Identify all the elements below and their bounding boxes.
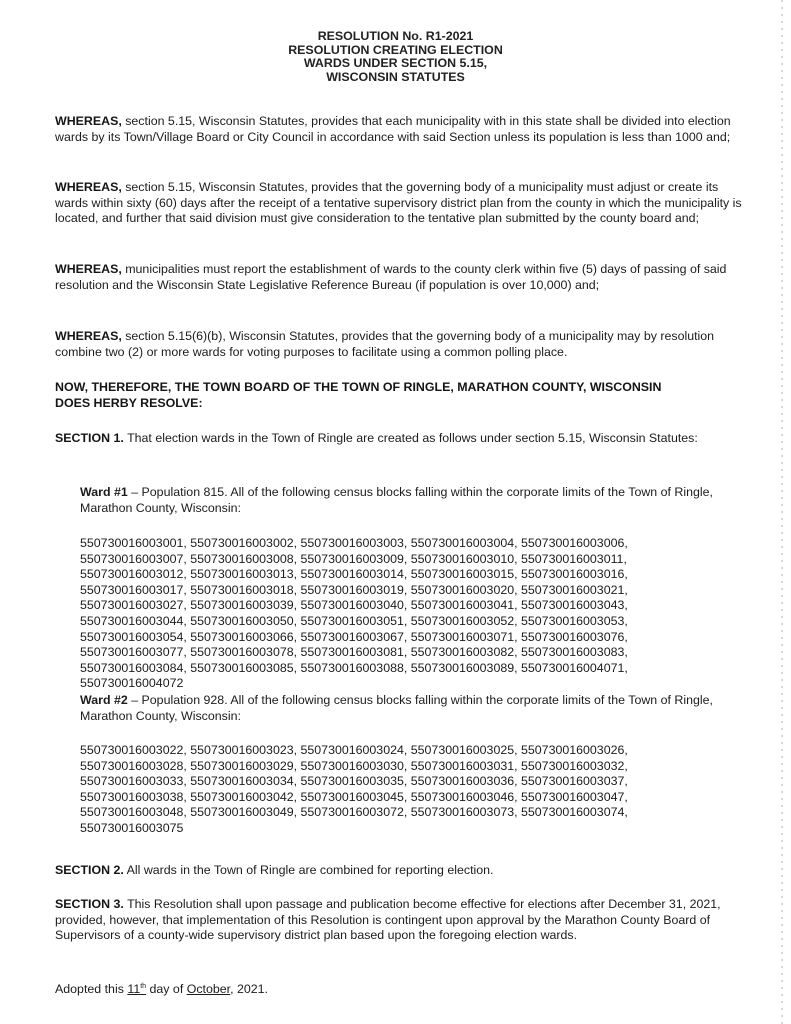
block-line: 550730016003017, 550730016003018, 550730016003019, 550730016003020, 550730016003021, <box>80 582 628 597</box>
ward-2-lead: Ward #2 <box>80 693 128 707</box>
ward-2-text: – Population 928. All of the following census blocks falling within the corporate limits of the Town of Ringle, Marathon County, Wisconsin: <box>80 693 713 723</box>
block-line: 550730016003022, 550730016003023, 550730016003024, 550730016003025, 550730016003026, <box>80 743 628 757</box>
whereas-clause-3 <box>55 262 745 293</box>
block-line: 550730016004072 <box>80 676 184 691</box>
ward-1-census-blocks <box>80 536 720 692</box>
block-line: 550730016003028, 550730016003029, 550730016003030, 550730016003031, 550730016003032, <box>80 758 628 773</box>
whereas-text: section 5.15, Wisconsin Statutes, provides that the governing body of a municipality must adjust or create its wards within sixty (60) days after the receipt of a tentative supervisory district plan from the county in which the municipality is located, and further that said division must give consideration to the tentative plan submitted by the county board and; <box>55 180 742 226</box>
block-line: 550730016003012, 550730016003013, 550730016003014, 550730016003015, 550730016003016, <box>80 567 628 582</box>
title-line-3: WARDS UNDER SECTION 5.15, <box>303 56 488 70</box>
now-therefore-clause <box>55 380 695 411</box>
adopted-day <box>127 982 146 996</box>
block-line: 550730016003038, 550730016003042, 550730016003045, 550730016003046, 550730016003047, <box>80 789 628 804</box>
section-3-lead: SECTION 3. <box>55 897 124 911</box>
section-3 <box>55 897 745 944</box>
ward-1-text: – Population 815. All of the following census blocks falling within the corporate limits of the Town of Ringle, Marathon County, Wisconsin: <box>80 485 713 515</box>
whereas-lead: WHEREAS, <box>55 262 122 276</box>
block-line: 550730016003027, 550730016003039, 550730016003040, 550730016003041, 550730016003043, <box>80 598 628 613</box>
section-2-lead: SECTION 2. <box>55 863 124 877</box>
section-1-text: That election wards in the Town of Ringle are created as follows under section 5.15, Wisconsin Statutes: <box>123 431 698 445</box>
block-line: 550730016003048, 550730016003049, 550730016003072, 550730016003073, 550730016003074, <box>80 805 628 820</box>
section-3-text: This Resolution shall upon passage and publication become effective for elections after December 31, 2021, provided, however, that implementation of this Resolution is contingent upon approval by the Marathon County Board of Supervisors of a county-wide supervisory district plan based upon the foregoing election wards. <box>55 897 721 943</box>
whereas-lead: WHEREAS, <box>55 329 122 343</box>
block-line: 550730016003001, 550730016003002, 550730016003003, 550730016003004, 550730016003006, <box>80 536 628 550</box>
adopted-day-number: 11 <box>127 982 141 996</box>
whereas-lead: WHEREAS, <box>55 114 122 128</box>
adopted-middle: day of <box>146 982 187 996</box>
block-line: 550730016003054, 550730016003066, 550730016003067, 550730016003071, 550730016003076, <box>80 629 628 644</box>
ward-1-lead: Ward #1 <box>80 485 128 499</box>
title-line-4: WISCONSIN STATUTES <box>326 69 465 84</box>
adopted-prefix: Adopted this <box>55 982 128 996</box>
whereas-text: section 5.15(6)(b), Wisconsin Statutes, provides that the governing body of a municipality may by resolution combine two (2) or more wards for voting purposes to facilitate using a common polling place. <box>55 329 715 359</box>
section-2 <box>55 863 745 879</box>
title-line-2: RESOLUTION CREATING ELECTION <box>288 42 503 57</box>
whereas-lead: WHEREAS, <box>55 180 122 194</box>
section-1-lead: SECTION 1. <box>55 431 124 445</box>
block-line: 550730016003044, 550730016003050, 550730016003051, 550730016003052, 550730016003053, <box>80 613 628 628</box>
ward-2-description <box>80 693 720 724</box>
whereas-clause-1 <box>55 114 745 145</box>
block-line: 550730016003077, 550730016003078, 550730016003081, 550730016003082, 550730016003083, <box>80 645 628 660</box>
whereas-text: section 5.15, Wisconsin Statutes, provides that each municipality with in this state shall be divided into election wards by its Town/Village Board or City Council in accordance with said Section unless its population is less than 1000 and; <box>55 114 731 144</box>
adopted-suffix: , 2021. <box>230 982 269 996</box>
title-line-1: RESOLUTION No. R1-2021 <box>317 29 474 43</box>
block-line: 550730016003075 <box>80 820 184 835</box>
section-2-text: All wards in the Town of Ringle are combined for reporting election. <box>123 863 494 877</box>
scan-edge-artifact <box>781 0 783 1024</box>
block-line: 550730016003084, 550730016003085, 550730016003088, 550730016003089, 550730016004071, <box>80 660 628 675</box>
adopted-day-suffix: th <box>140 982 147 990</box>
now-therefore-text: NOW, THEREFORE, THE TOWN BOARD OF THE TOWN OF RINGLE, MARATHON COUNTY, WISCONSIN DOES HERBY RESOLVE: <box>55 380 662 410</box>
resolution-title <box>0 30 791 84</box>
whereas-clause-2 <box>55 180 745 227</box>
adopted-line <box>55 982 745 998</box>
adopted-month: October <box>186 982 231 996</box>
block-line: 550730016003007, 550730016003008, 550730016003009, 550730016003010, 550730016003011, <box>80 551 627 566</box>
section-1 <box>55 431 745 447</box>
ward-2-census-blocks <box>80 743 720 837</box>
whereas-text: municipalities must report the establishment of wards to the county clerk within five (5) days of passing of said resolution and the Wisconsin State Legislative Reference Bureau (if population is over 10,000) and; <box>55 262 727 292</box>
block-line: 550730016003033, 550730016003034, 550730016003035, 550730016003036, 550730016003037, <box>80 774 628 789</box>
whereas-clause-4 <box>55 329 745 360</box>
ward-1-description <box>80 485 720 516</box>
